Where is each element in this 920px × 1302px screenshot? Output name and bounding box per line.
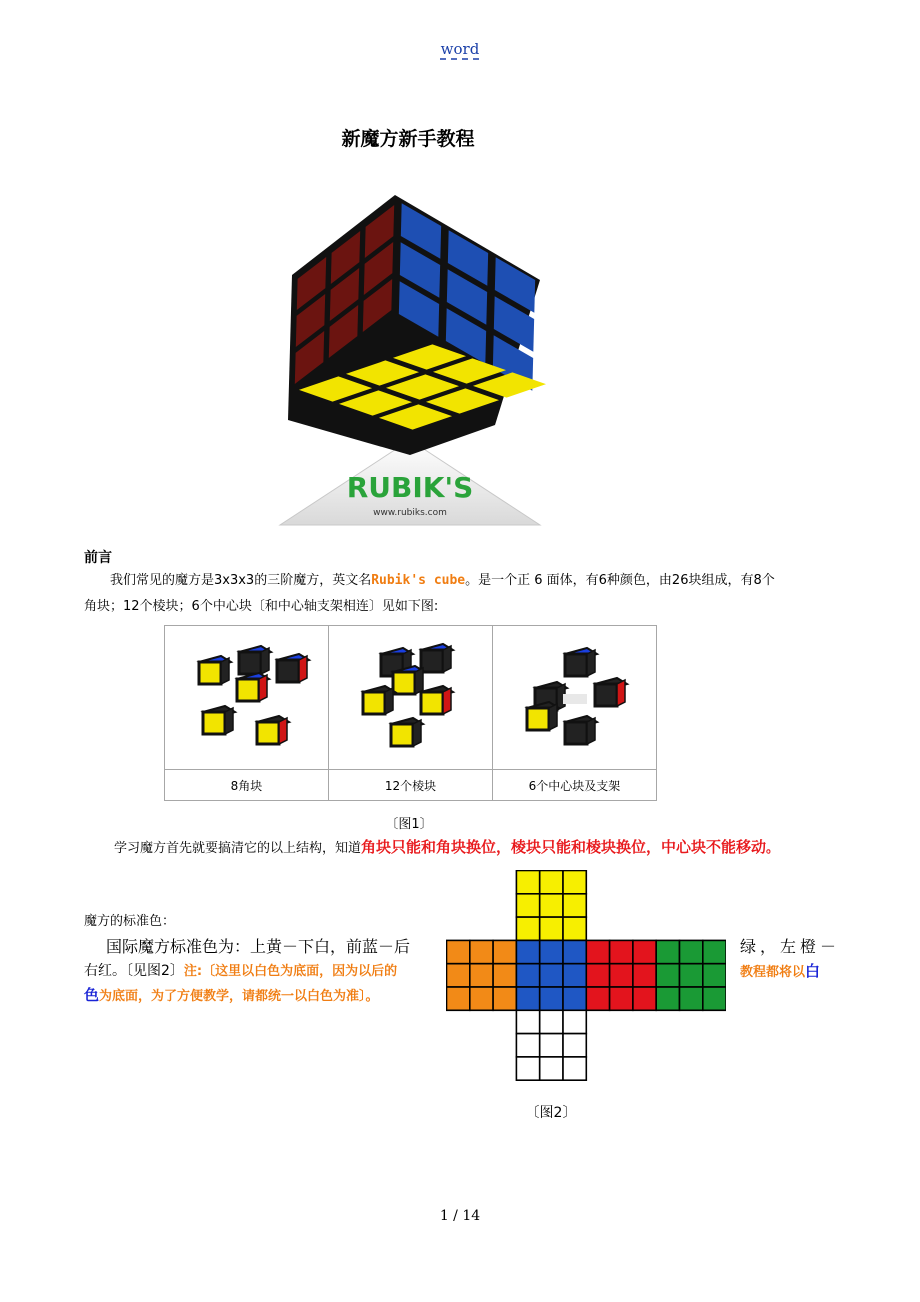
figure2-caption: 〔图2〕 xyxy=(525,1105,577,1121)
net-tile-up xyxy=(540,894,563,917)
cubelet-front xyxy=(565,722,587,744)
net-tile-back xyxy=(703,964,726,987)
net-tile-back xyxy=(680,940,703,963)
preface-paragraph-2: 角块；12个棱块；6个中心块〔和中心轴支架相连〕见如下图: xyxy=(84,599,439,614)
net-tile-back xyxy=(703,940,726,963)
net-tile-right xyxy=(610,940,633,963)
standard-color-line1-left: 国际魔方标准色为：上黄－下白，前蓝－后 xyxy=(106,937,411,956)
net-tile-front xyxy=(563,987,586,1010)
net-tile-right xyxy=(586,940,609,963)
preface-paragraph: 我们常见的魔方是3x3x3的三阶魔方，英文名Rubik's cube。是一个正 6 面体，有6种颜色，由26块组成，有8个 xyxy=(110,573,775,588)
net-tile-up xyxy=(540,871,563,894)
cubelet-front xyxy=(421,650,443,672)
page-number: 1 / 14 xyxy=(439,1208,481,1224)
cubelet-front xyxy=(237,679,259,701)
cubelet-side xyxy=(279,718,287,744)
net-tile-down xyxy=(563,1057,586,1080)
header-word-link[interactable]: word xyxy=(440,40,480,58)
cubelet-front xyxy=(239,652,261,674)
net-tile-front xyxy=(516,940,539,963)
net-tile-back xyxy=(656,940,679,963)
cubelet-front xyxy=(203,712,225,734)
edge-pieces-image xyxy=(329,626,493,770)
net-tile-up xyxy=(516,917,539,940)
standard-color-label: 魔方的标准色： xyxy=(84,914,176,929)
net-tile-front xyxy=(563,964,586,987)
page-title: 新魔方新手教程 xyxy=(341,128,475,150)
cubelet-side xyxy=(225,708,233,734)
net-tile-left xyxy=(447,964,470,987)
net-tile-right xyxy=(586,987,609,1010)
standard-color-line2-right: 教程都将以白 xyxy=(740,962,821,980)
net-tile-left xyxy=(493,987,516,1010)
net-tile-left xyxy=(493,964,516,987)
cubelet-side xyxy=(221,658,229,684)
cubelet-side xyxy=(587,650,595,676)
net-tile-down xyxy=(540,1010,563,1033)
net-tile-up xyxy=(563,917,586,940)
rubiks-cube-image xyxy=(270,190,550,535)
center-pieces-label: 6个中心块及支架 xyxy=(493,770,657,801)
standard-color-line2-left: 右红。〔见图2〕注:〔这里以白色为底面，因为以后的 xyxy=(84,963,398,979)
cubelet-front xyxy=(595,684,617,706)
net-tile-down xyxy=(516,1010,539,1033)
edge-pieces-label: 12个棱块 xyxy=(329,770,493,801)
svg-text:www.rubiks.com: www.rubiks.com xyxy=(373,508,447,518)
net-tile-right xyxy=(586,964,609,987)
net-tile-front xyxy=(540,987,563,1010)
net-tile-down xyxy=(563,1034,586,1057)
center-axis xyxy=(563,694,587,704)
preface-heading: 前言 xyxy=(84,550,112,566)
cubelet-side xyxy=(587,718,595,744)
net-tile-back xyxy=(703,987,726,1010)
structure-note: 学习魔方首先就要搞清它的以上结构，知道角块只能和角块换位，棱块只能和棱块换位，中心块不能移动。 xyxy=(114,838,780,856)
cubelet-side xyxy=(443,646,451,672)
net-tile-front xyxy=(540,940,563,963)
cubelet-side xyxy=(385,688,393,714)
cubelet-front xyxy=(363,692,385,714)
cubelet-side xyxy=(413,720,421,746)
net-tile-right xyxy=(610,987,633,1010)
net-tile-down xyxy=(563,1010,586,1033)
figure1-caption: 〔图1〕 xyxy=(385,817,433,832)
cubelet-front xyxy=(391,724,413,746)
net-tile-right xyxy=(610,964,633,987)
net-tile-front xyxy=(540,964,563,987)
corner-pieces-image xyxy=(165,626,329,770)
cubelet-side xyxy=(415,668,423,694)
net-tile-right xyxy=(633,964,656,987)
net-tile-back xyxy=(656,987,679,1010)
cubelet-front xyxy=(527,708,549,730)
net-tile-left xyxy=(447,940,470,963)
cubelet-front xyxy=(421,692,443,714)
net-tile-front xyxy=(516,964,539,987)
net-tile-down xyxy=(540,1034,563,1057)
net-tile-up xyxy=(563,894,586,917)
net-tile-back xyxy=(656,964,679,987)
center-pieces-image xyxy=(493,626,657,770)
net-tile-back xyxy=(680,964,703,987)
cubelet-front xyxy=(199,662,221,684)
cubelet-side xyxy=(549,704,557,730)
cubelet-side xyxy=(259,675,267,701)
net-tile-left xyxy=(470,964,493,987)
cubelet-side xyxy=(443,688,451,714)
net-tile-front xyxy=(516,987,539,1010)
net-tile-down xyxy=(516,1034,539,1057)
cubelet-front xyxy=(257,722,279,744)
net-tile-left xyxy=(493,940,516,963)
net-tile-left xyxy=(470,987,493,1010)
net-tile-right xyxy=(633,987,656,1010)
net-tile-up xyxy=(563,871,586,894)
cubelet-side xyxy=(261,648,269,674)
net-tile-down xyxy=(540,1057,563,1080)
cubelet-side xyxy=(299,656,307,682)
net-tile-left xyxy=(470,940,493,963)
net-tile-down xyxy=(516,1057,539,1080)
rubiks-logo: RUBIK'S xyxy=(346,471,474,504)
net-tile-right xyxy=(633,940,656,963)
cubelet-front xyxy=(393,672,415,694)
cube-color-net xyxy=(446,870,726,1082)
standard-color-line1-right: 绿，左橙－ xyxy=(740,937,841,956)
cubelet-side xyxy=(617,680,625,706)
net-tile-up xyxy=(516,871,539,894)
net-tile-up xyxy=(516,894,539,917)
cubelet-front xyxy=(277,660,299,682)
net-tile-up xyxy=(540,917,563,940)
net-tile-back xyxy=(680,987,703,1010)
cubelet-front xyxy=(565,654,587,676)
corner-pieces-label: 8角块 xyxy=(165,770,329,801)
net-tile-front xyxy=(563,940,586,963)
net-tile-left xyxy=(447,987,470,1010)
figure1-table xyxy=(164,625,657,801)
standard-color-line3: 色为底面，为了方便教学，请都统一以白色为准〕。 xyxy=(84,986,379,1004)
